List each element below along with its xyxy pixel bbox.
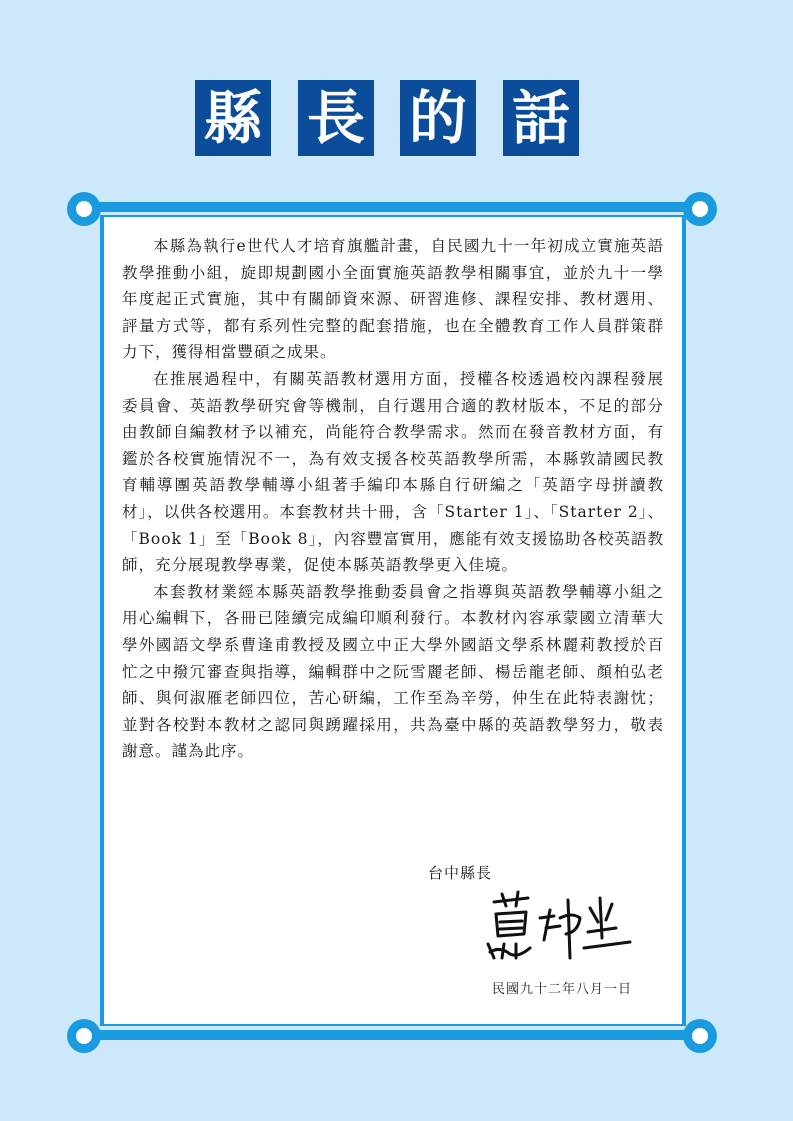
frame-knob-icon xyxy=(683,192,717,226)
handwritten-signature xyxy=(480,888,640,968)
signature-date: 民國九十二年八月一日 xyxy=(492,982,633,997)
letter-body xyxy=(122,233,664,765)
frame-right-side xyxy=(682,215,686,1026)
frame-top-bar xyxy=(84,202,700,212)
title-char: 長 xyxy=(298,80,374,156)
frame-top-line xyxy=(100,215,684,217)
signer-title: 台中縣長 xyxy=(428,864,493,882)
page-title xyxy=(0,80,793,160)
frame-left-side xyxy=(100,215,104,1026)
paragraph-3: 本套教材業經本縣英語教學推動委員會之指導與英語教學輔導小組之用心編輯下，各冊已陸續完成編印順利發行。本教材內容承蒙國立清華大學外國語文學系曹逢甫教授及國立中正大學外國語文學系林麗莉教授於百忙之中撥冗審查與指導，編輯群中之阮雪麗老師、楊岳龍老師、顏柏弘老師、與何淑雁老師四位，苦心研編，工作至為辛勞，仲生在此特表謝忱；並對各校對本教材之認同與踴躍採用，共為臺中縣的英語教學努力，敬表謝意。謹為此序。 xyxy=(122,582,664,761)
title-char: 縣 xyxy=(195,80,271,156)
paragraph-1: 本縣為執行e世代人才培育旗艦計畫，自民國九十一年初成立實施英語教學推動小組，旋即規劃國小全面實施英語教學相關事宜，並於九十一學年度起正式實施，其中有關師資來源、研習進修、課程安排、教材選用、評量方式等，都有系列性完整的配套措施，也在全體教育工作人員群策群力下，獲得相當豐碩之成果。 xyxy=(122,237,664,362)
title-char: 話 xyxy=(503,80,579,156)
frame-knob-icon xyxy=(67,192,101,226)
frame-bottom-bar xyxy=(84,1030,700,1040)
frame-knob-icon xyxy=(683,1019,717,1053)
paragraph-2: 在推展過程中，有關英語教材選用方面，授權各校透過校內課程發展委員會、英語教學研究會等機制，自行選用合適的教材版本，不足的部分由教師自編教材予以補充，尚能符合教學需求。然而在發音教材方面，有鑑於各校實施情況不一，為有效支援各校英語教學所需，本縣敦請國民教育輔導團英語教學輔導小組著手編印本縣自行研編之「英語字母拼讀教材」，以供各校選用。本套教材共十冊，含「Starter 1」、「Starter 2」、「Book 1」至「Book 8」，內容豐富實用，應能有效支援協助各校英語教師，充分展現教學專業，促使本縣英語教學更入佳境。 xyxy=(122,369,664,575)
frame-bottom-line xyxy=(100,1024,684,1026)
title-char: 的 xyxy=(400,80,476,156)
frame-knob-icon xyxy=(67,1019,101,1053)
